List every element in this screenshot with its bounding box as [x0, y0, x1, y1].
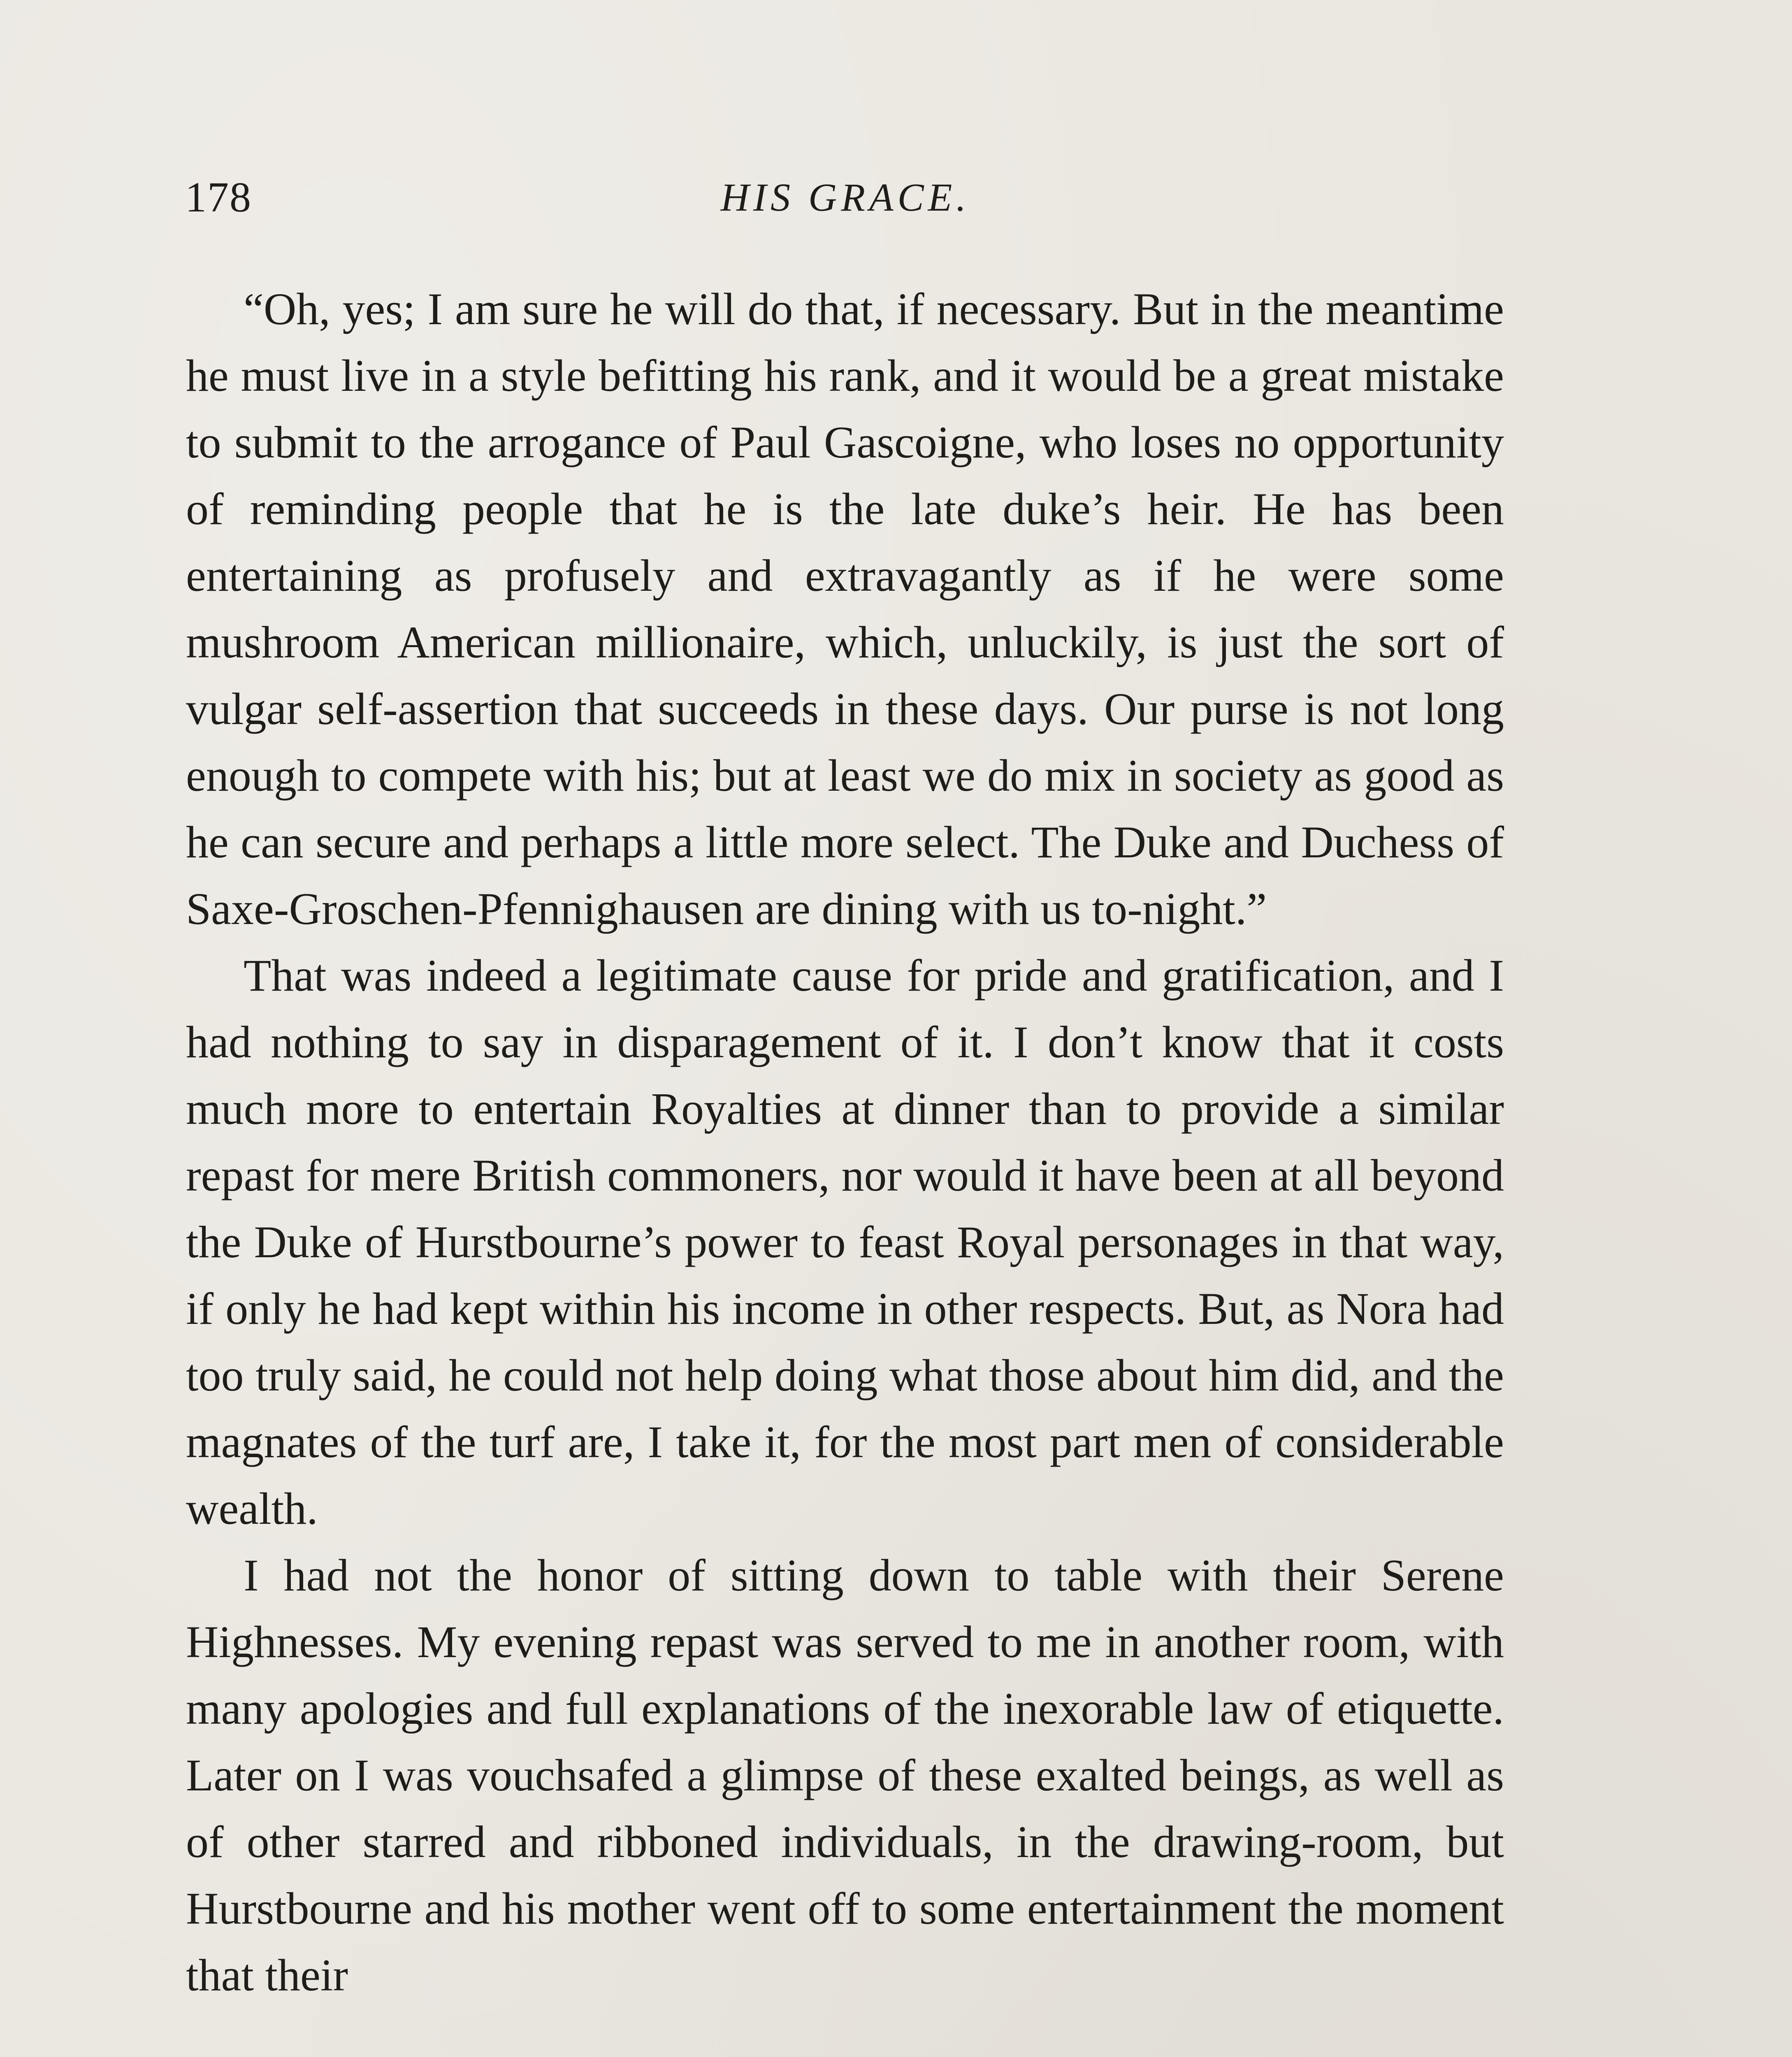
paragraph: I had not the honor of sitting down to table with their Serene Highnesses. My evening repast was served to me in another room, with many apologies and full explanations of the inexorable law of etiquette. Later on I was vouchsafed a glimpse of these exalted beings, as well as of other starred and ribboned individuals, in the drawing-room, but Hurstbourne and his mother went off to some entertainment the moment that their	[186, 1550, 1504, 2000]
paragraph: That was indeed a legitimate cause for pride and gratification, and I had nothing to say in disparagement of it. I don’t know that it costs much more to entertain Royalties at dinner than to provide a similar repast for mere British commoners, nor would it have been at all beyond the Duke of Hurstbourne’s power to feast Royal personages in that way, if only he had kept within his income in other respects. But, as Nora had too truly said, he could not help doing what those about him did, and the magnates of the turf are, I take it, for the most part men of considerable wealth.	[186, 950, 1504, 1534]
body-text	[186, 276, 1504, 2008]
page-number: 178	[185, 174, 252, 221]
running-head	[185, 165, 1506, 230]
paragraph: “Oh, yes; I am sure he will do that, if necessary. But in the meantime he must live in a style befitting his rank, and it would be a great mistake to submit to the arrogance of Paul Gascoigne, who loses no opportunity of reminding people that he is the late duke’s heir. He has been entertaining as profusely and extravagantly as if he were some mushroom American millionaire, which, unluckily, is just the sort of vulgar self-assertion that succeeds in these days. Our purse is not long enough to compete with his; but at least we do mix in society as good as he can secure and perhaps a little more select. The Duke and Duchess of Saxe-Groschen-Pfennighausen are dining with us to-night.”	[186, 284, 1504, 934]
running-title: HIS GRACE.	[720, 175, 970, 219]
